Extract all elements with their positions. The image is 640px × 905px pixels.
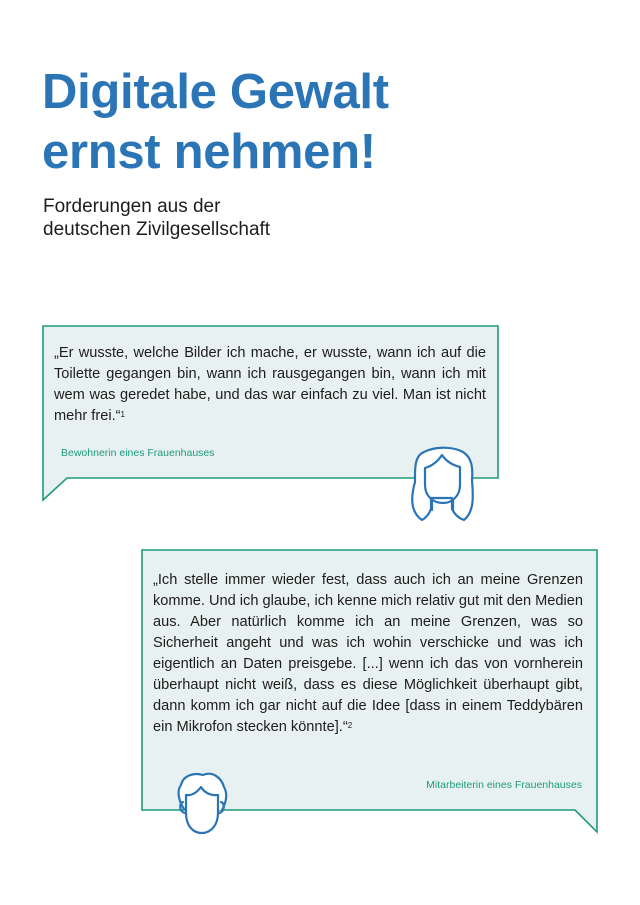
quote-1 — [54, 343, 486, 427]
subtitle-line-1: Forderungen aus der — [43, 196, 221, 217]
quote-1-text: „Er wusste, welche Bilder ich mache, er wusste, wann ich auf die Toilette gegangen bin, wann ich rausgegangen bin, wann ich mit wem was geredet habe, und das war einfach zu viel. Man ist nicht mehr frei.“ — [54, 345, 486, 424]
title-line-1: Digitale Gewalt — [42, 65, 389, 119]
title-line-2: ernst nehmen! — [42, 125, 376, 179]
woman-avatar-icon — [412, 448, 473, 520]
quote-2-text: „Ich stelle immer wieder fest, dass auch ich an meine Grenzen komme. Und ich glaube, ich kenne mich relativ gut mit den Medien aus. Aber natürlich komme ich an meine Grenzen, was so Sicherheit angeht und was ich wohin verschicke und was ich eigentlich an Daten preisgebe. [...] wenn ich das von vornherein überhaupt nicht weiß, dass es diese Möglichkeit überhaupt gibt, dann komm ich gar nicht auf die Idee [dass in einem Teddybären ein Mikrofon stecken könnte].“ — [153, 572, 583, 735]
subtitle-line-2: deutschen Zivilgesellschaft — [43, 219, 271, 240]
quote-2-attribution: Mitarbeiterin eines Frauenhauses — [426, 779, 582, 791]
quote-2 — [153, 570, 583, 738]
footnote-1: 1 — [120, 410, 125, 419]
quote-1-attribution: Bewohnerin eines Frauenhauses — [61, 447, 215, 459]
man-avatar-icon — [179, 774, 227, 833]
footnote-2: 2 — [347, 721, 353, 730]
